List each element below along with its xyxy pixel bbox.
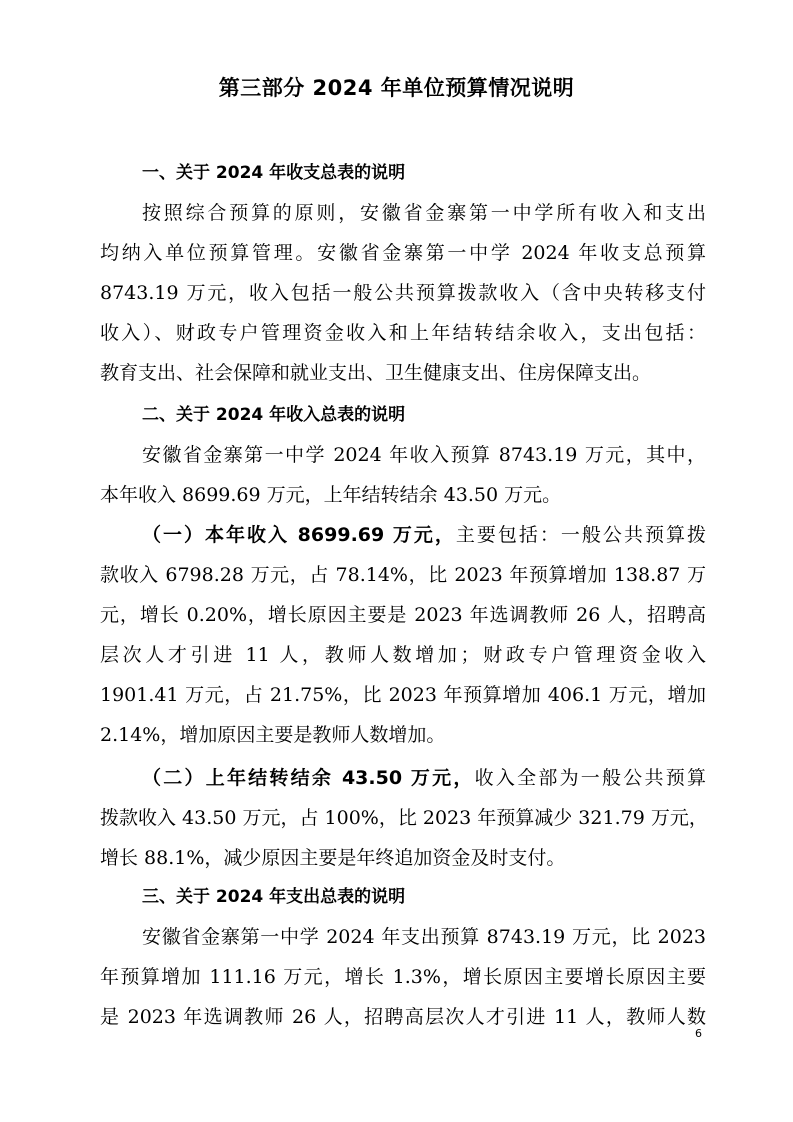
paragraph-line: 2.14%，增加原因主要是教师人数增加。 xyxy=(100,724,446,746)
paragraph-line: 按照综合预算的原则，安徽省金寨第一中学所有收入和支出 xyxy=(142,202,706,224)
paragraph-line: 收入）、财政专户管理资金收入和上年结转结余收入，支出包括： xyxy=(100,322,706,344)
section-heading-income-expenditure-summary: 一、关于 2024 年收支总表的说明 xyxy=(142,163,406,183)
paragraph-line: 1901.41 万元，占 21.75%，比 2023 年预算增加 406.1 万元，增加 xyxy=(100,684,706,706)
paragraph-line: 拨款收入 43.50 万元，占 100%，比 2023 年预算减少 321.79 万元， xyxy=(100,807,708,829)
paragraph-line: 款收入 6798.28 万元，占 78.14%，比 2023 年预算增加 138.87 万 xyxy=(100,564,706,586)
section-heading-expenditure-summary: 三、关于 2024 年支出总表的说明 xyxy=(142,887,406,907)
bold-lead-carryover-balance: （二）上年结转结余 43.50 万元， xyxy=(142,767,475,789)
paragraph-line-current-year-income xyxy=(142,520,706,547)
section-heading-income-summary: 二、关于 2024 年收入总表的说明 xyxy=(142,405,406,425)
paragraph-line: 是 2023 年选调教师 26 人，招聘高层次人才引进 11 人，教师人数 xyxy=(100,1006,706,1028)
paragraph-line: 安徽省金寨第一中学 2024 年支出预算 8743.19 万元，比 2023 xyxy=(142,926,706,948)
paragraph-line: 年预算增加 111.16 万元，增长 1.3%，增长原因主要增长原因主要 xyxy=(100,966,706,988)
paragraph-line-carryover-balance xyxy=(142,763,706,790)
paragraph-line: 教育支出、社会保障和就业支出、卫生健康支出、住房保障支出。 xyxy=(100,362,652,384)
paragraph-text: 收入全部为一般公共预算 xyxy=(474,767,706,789)
paragraph-line: 本年收入 8699.69 万元，上年结转结余 43.50 万元。 xyxy=(100,484,562,506)
paragraph-line: 安徽省金寨第一中学 2024 年收入预算 8743.19 万元，其中， xyxy=(142,444,706,466)
paragraph-line: 均纳入单位预算管理。安徽省金寨第一中学 2024 年收支总预算 xyxy=(100,242,706,264)
paragraph-line: 层次人才引进 11 人，教师人数增加；财政专户管理资金收入 xyxy=(100,644,706,666)
page-number: 6 xyxy=(695,1027,702,1040)
paragraph-text: 主要包括：一般公共预算拨 xyxy=(455,524,706,546)
paragraph-line: 8743.19 万元，收入包括一般公共预算拨款收入（含中央转移支付 xyxy=(100,282,706,304)
page-title: 第三部分 2024 年单位预算情况说明 xyxy=(218,76,575,100)
paragraph-line: 元，增长 0.20%，增长原因主要是 2023 年选调教师 26 人，招聘高 xyxy=(100,604,706,626)
bold-lead-current-year-income: （一）本年收入 8699.69 万元， xyxy=(142,524,456,546)
paragraph-line: 增长 88.1%，减少原因主要是年终追加资金及时支付。 xyxy=(100,847,566,869)
